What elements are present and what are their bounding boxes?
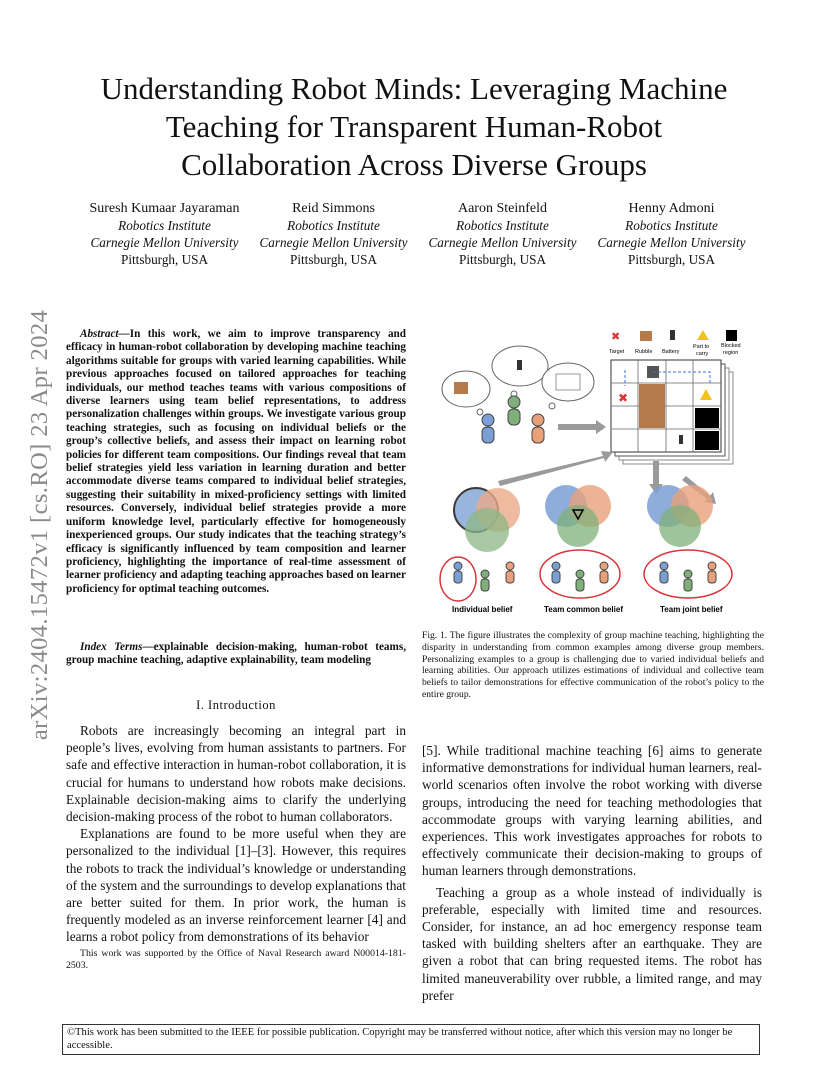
- fig-label: Team joint belief: [660, 605, 723, 614]
- author-block: [80, 200, 756, 268]
- blocked-icon: [726, 330, 737, 341]
- fig-label: Individual belief: [452, 605, 513, 614]
- arxiv-stamp: arXiv:2404.15472v1 [cs.RO] 23 Apr 2024: [26, 309, 53, 741]
- author: Henny Admoni Robotics Institute Carnegie Mellon University Pittsburgh, USA: [597, 201, 746, 267]
- figure-caption: Fig. 1. The figure illustrates the complexity of group machine teaching, highlighting the disparity in understanding from common examples among diverse group members. Personalizing examples to a group is challenging due to varied individual beliefs and learning abilities. Our approach utilizes estimations of individual and collective team beliefs to tailor demonstrations for effective communication of the robot’s policy to the entire group.: [422, 630, 764, 700]
- index-terms: Index Terms—explainable decision-making, human-robot teams, group machine teaching, adaptive explainability, team modeling: [66, 641, 406, 667]
- intro-text: Robots are increasingly becoming an integral part in people’s lives, evolving from human assistants to partners. For safe and effective interaction in human-robot collaboration, it is crucial for humans to understand how robots make decisions. Explainable decision-making aims to clarify the underlying decision-making process of the robot to human collaborators. Explanations are found to be more useful when they are personalized to the individual [1]–[3]. However, this requires the robots to track the individual’s knowledge or understanding of the system and the surroundings to develop explanations that are better suited for them. In prior work, the human is frequently modeled as an inverse reinforcement learner [4] and learns a robot policy from demonstrations of its behavior: [66, 723, 406, 945]
- legend-label: carry: [696, 351, 709, 357]
- people-bottom: [454, 562, 716, 591]
- copyright-notice: ©This work has been submitted to the IEEE for possible publication. Copyright may be transferred without notice, after which this version may no longer be accessible.: [62, 1024, 760, 1055]
- people-top: [482, 396, 544, 443]
- venn-individual: [454, 488, 520, 552]
- footnote: This work was supported by the Office of Naval Research award N00014-181-2503.: [66, 948, 406, 971]
- section-heading: I. Introduction: [196, 698, 276, 712]
- target-icon: ✖: [611, 331, 621, 343]
- legend-label: region: [723, 350, 739, 356]
- author: Aaron Steinfeld Robotics Institute Carnegie Mellon University Pittsburgh, USA: [428, 201, 577, 267]
- legend-label: Part to: [693, 344, 710, 350]
- right-column-text: [5]. While traditional machine teaching [6] aims to generate informative demonstrations for individual human learners, real-world scenarios often involve the robot working with diverse groups, introducing the need for teaching methodologies that accommodate groups with varying learning abilities, and experiences. This work investigates approaches for robots to effectively communicate their decision-making to groups of human learners through demonstrations. Teaching a group as a whole instead of individually is preferable, especially with limited time and resources. Consider, for instance, an ad hoc emergency response team tasked with building shelters after an earthquake. They are given a robot that can bring requested items. The robot has limited maneuverability over rubble, a limited range, and may prefer: [422, 743, 762, 1003]
- legend-label: Target: [609, 349, 625, 355]
- abstract: Abstract—In this work, we aim to improve transparency and efficacy in human-robot collaboration by developing machine teaching algorithms suitable for groups with varied learning capabilities. While previous approaches focused on tailored approaches for teaching individuals, our method teaches teams with various compositions of diverse learners using team belief representations, to address personalization challenges within groups. We investigate various group teaching strategies, such as focusing on individual beliefs or the group’s collective beliefs, and assess their impact on learning robot policies for different team compositions. Our findings reveal that team belief strategies yield less variation in learning duration and better accommodate diverse teams compared to individual belief strategies, suggesting their suitability in mixed-proficiency settings with limited resources. Conversely, individual belief strategies provide a more uniform knowledge level, particularly effective for homogeneously inexperienced groups. Our study indicates that the teaching strategy’s efficacy is significantly influenced by team composition and learner proficiency, highlighting the importance of real-time assessment of learner proficiency and adapting teaching approaches based on learner proficiency for optimal teaching outcomes.: [66, 328, 406, 595]
- venn-team-common: [545, 485, 611, 547]
- legend-label: Blocked: [721, 343, 741, 349]
- rubble-icon: [640, 331, 652, 341]
- battery-icon: [670, 330, 675, 340]
- legend: [609, 330, 741, 357]
- venn-team-joint: [647, 485, 713, 547]
- legend-label: Rubble: [635, 349, 653, 355]
- legend-label: Battery: [662, 349, 680, 355]
- fig-label: Team common belief: [544, 605, 623, 614]
- part-icon: [697, 330, 709, 340]
- author: Suresh Kumaar Jayaraman Robotics Institute Carnegie Mellon University Pittsburgh, USA: [89, 201, 240, 267]
- svg-text:✖: ✖: [618, 391, 629, 405]
- figure-1: [428, 326, 764, 626]
- paper-title: Understanding Robot Minds: Leveraging Machine Teaching for Transparent Human-Robot Collaboration Across Diverse Groups: [100, 71, 728, 182]
- author: Reid Simmons Robotics Institute Carnegie Mellon University Pittsburgh, USA: [259, 201, 408, 267]
- grid-world: [611, 360, 733, 464]
